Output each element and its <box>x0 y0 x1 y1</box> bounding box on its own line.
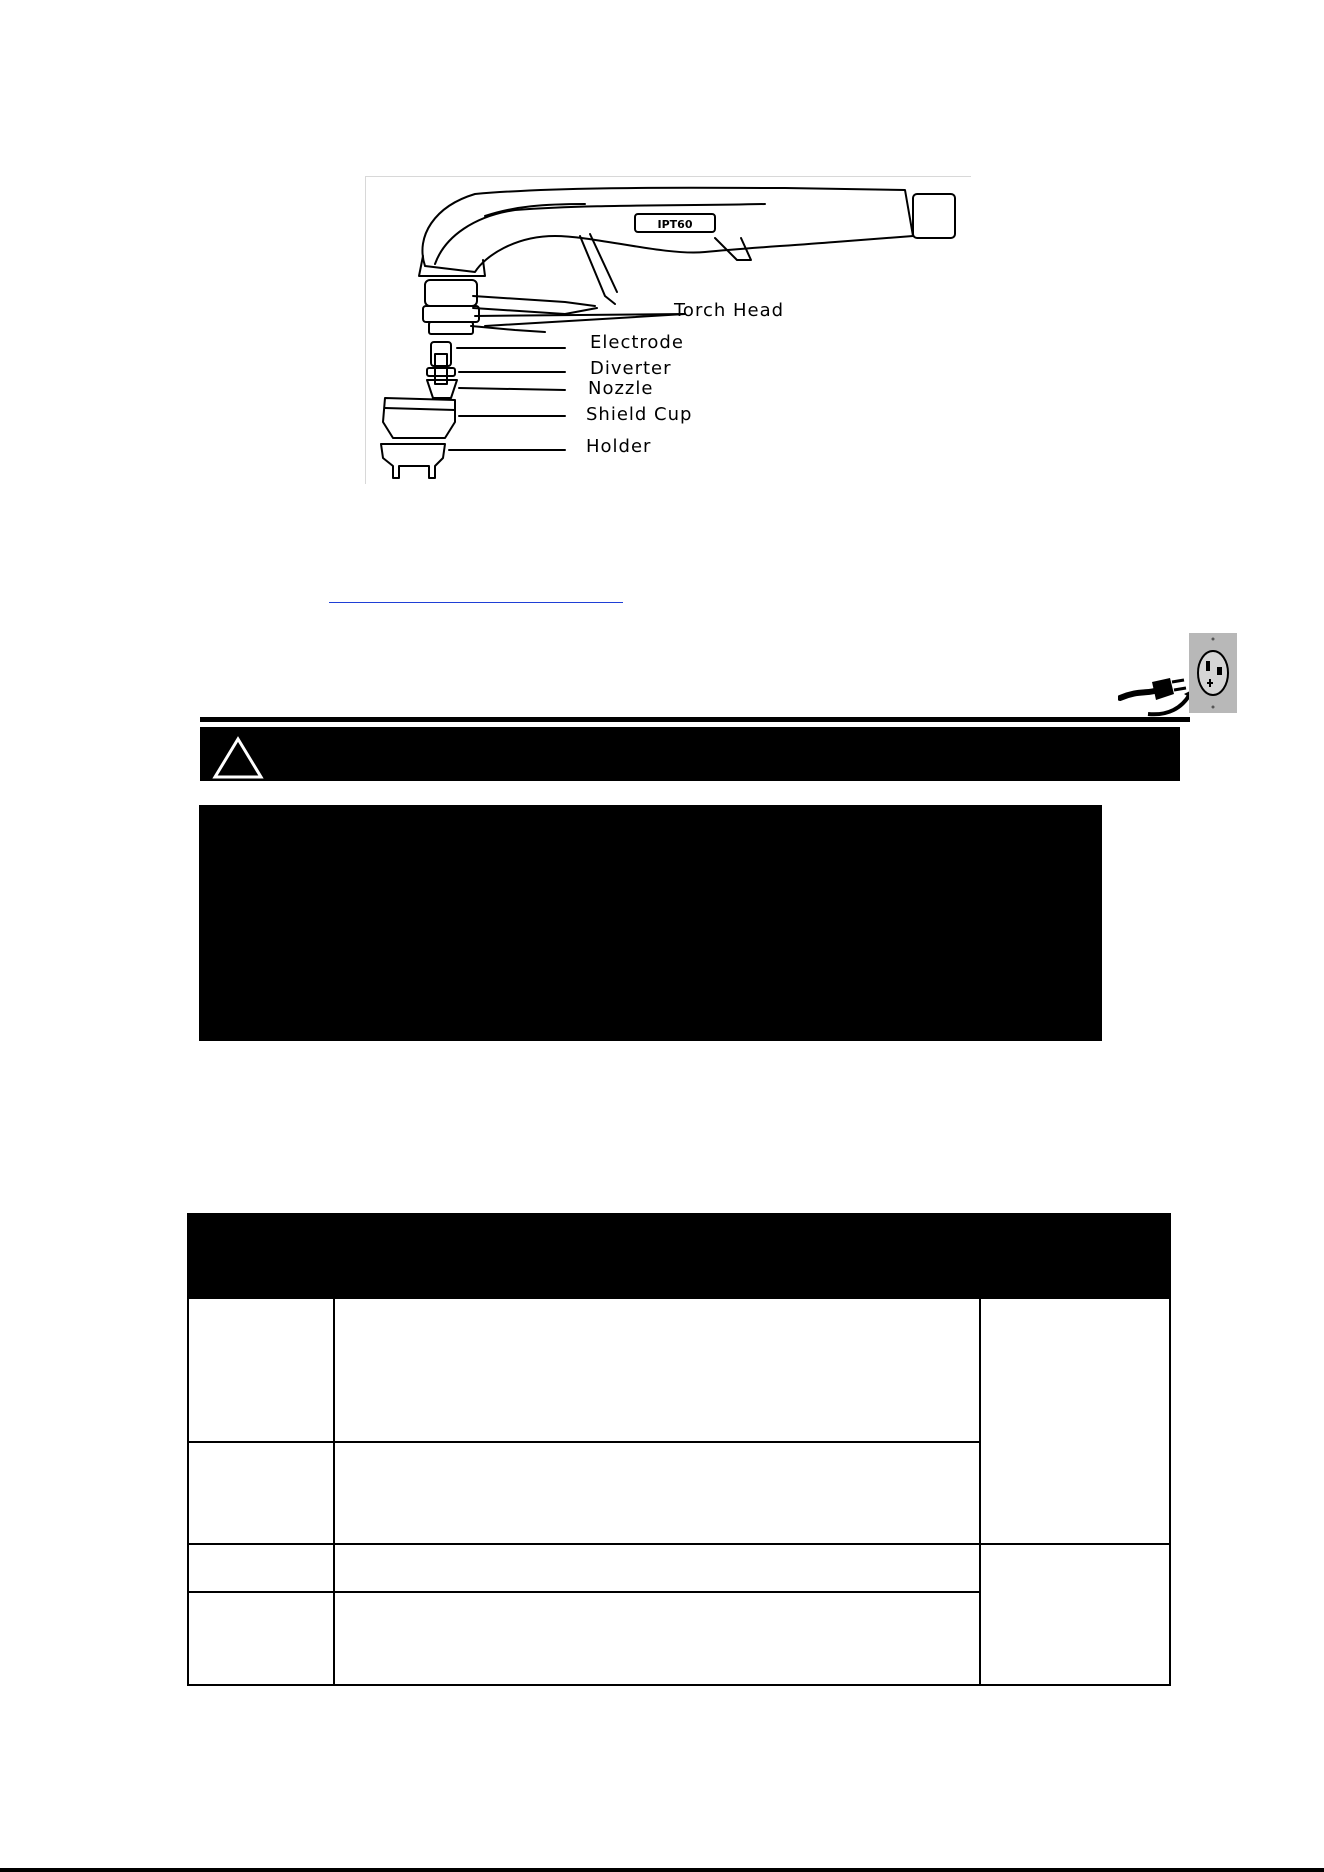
power-outlet-icon <box>1189 633 1237 713</box>
table-cell <box>979 1297 1171 1545</box>
label-nozzle: Nozzle <box>588 378 654 399</box>
power-plug-icon <box>1118 660 1198 720</box>
table-cell <box>187 1543 335 1593</box>
torch-drawing <box>365 176 971 484</box>
label-electrode: Electrode <box>590 332 684 353</box>
table-cell <box>333 1297 981 1443</box>
table-cell <box>333 1543 981 1593</box>
data-table <box>187 1213 1171 1686</box>
table-header-row <box>187 1213 1171 1299</box>
warning-text-block <box>199 805 1102 1041</box>
warning-triangle-icon <box>212 736 264 780</box>
table-cell <box>187 1591 335 1686</box>
table-cell <box>333 1441 981 1545</box>
section-rule <box>200 717 1190 722</box>
label-shield-cup: Shield Cup <box>586 404 693 425</box>
table-cell <box>979 1543 1171 1686</box>
hyperlink[interactable] <box>329 602 623 603</box>
table-cell <box>333 1591 981 1686</box>
model-badge: IPT60 <box>657 218 693 231</box>
torch-exploded-figure <box>365 176 971 484</box>
label-diverter: Diverter <box>590 358 672 379</box>
table-cell <box>187 1297 335 1443</box>
label-holder: Holder <box>586 436 652 457</box>
label-torch-head: Torch Head <box>674 300 785 321</box>
page-footer-rule <box>0 1868 1324 1872</box>
warning-banner <box>200 727 1180 781</box>
table-cell <box>187 1441 335 1545</box>
